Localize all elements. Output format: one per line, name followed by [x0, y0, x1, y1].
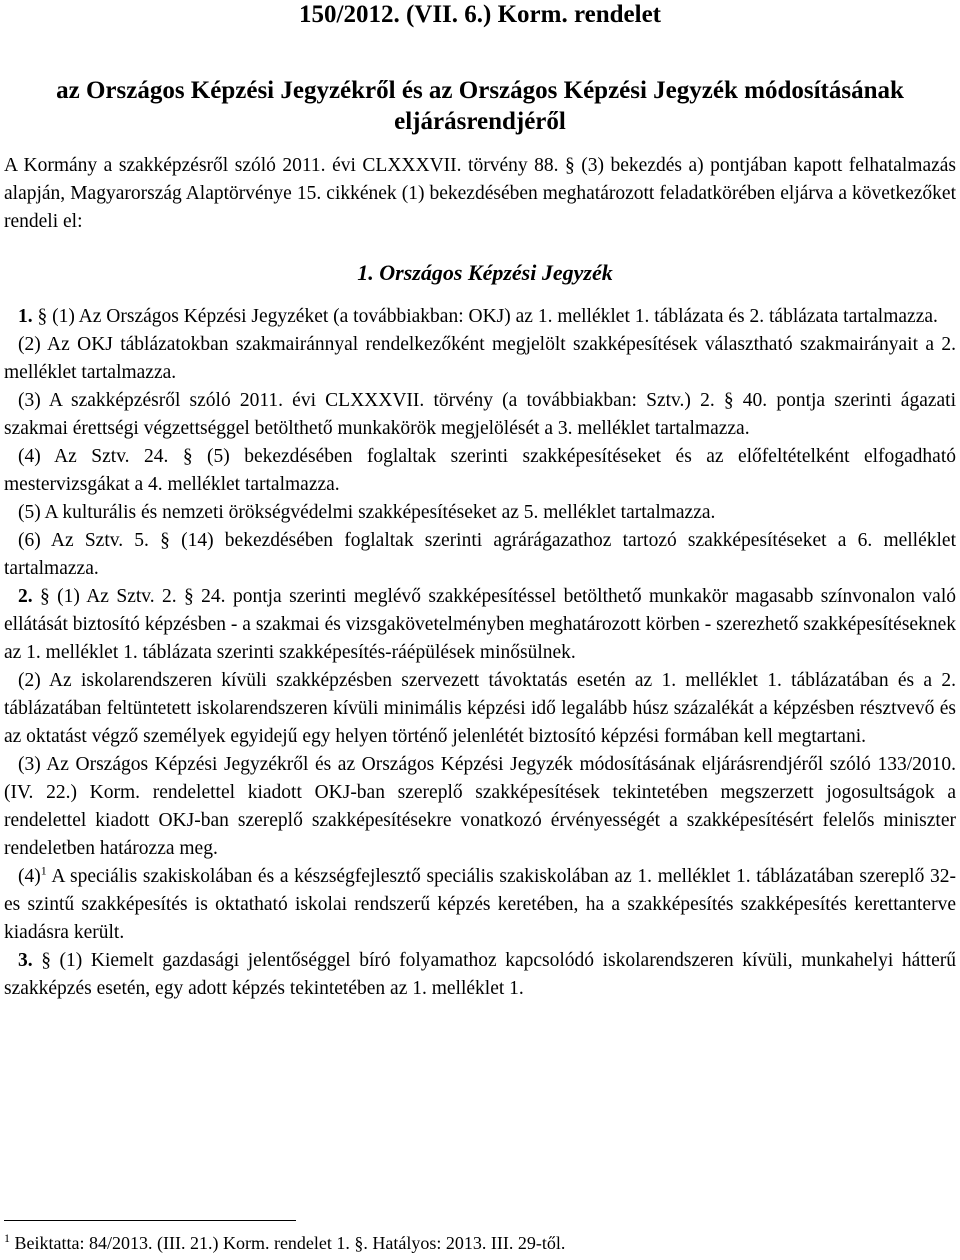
paragraph-text: § (1) Az Országos Képzési Jegyzéket (a továbbiakban: OKJ) az 1. melléklet 1. táblázata és 2. táblázata tartalmazza.	[32, 306, 938, 327]
paragraph-2-2: (2) Az iskolarendszeren kívüli szakképzésben szervezett távoktatás esetén az 1. melléklet 1. táblázatában és a 2. táblázatában feltüntetett iskolarendszeren kívüli minimális képzési idő legalább húsz százalékát a képzésben résztvevő és az oktatást végző személyek egyidejű egy helyen történő jelenlétét biztosító képzési formában kell megtartani.	[4, 670, 956, 747]
paragraph-text: A speciális szakiskolában és a készségfejlesztő speciális szakiskolában az 1. melléklet 1. táblázatában szereplő 32-es szintű szakképesítés is oktatható iskolai rendszerű képzés keretében, ha a szakképesítés szakképesítés kerettanterve kiadásra került.	[4, 866, 956, 943]
paragraph-text: § (1) Kiemelt gazdasági jelentőséggel bíró folyamathoz kapcsolódó iskolarendszeren kívüli, munkahelyi hátterű szakképzés esetén, egy adott képzés tekintetében az 1. melléklet 1.	[4, 950, 956, 999]
paragraph-1-6: (6) Az Sztv. 5. § (14) bekezdésében foglaltak szerinti agrárágazathoz tartozó szakképesítéseket a 6. melléklet tartalmazza.	[4, 530, 956, 579]
footnote-reference[interactable]: 1	[40, 863, 47, 878]
footnote-text: Beiktatta: 84/2013. (III. 21.) Korm. rendelet 1. §. Hatályos: 2013. III. 29-től.	[10, 1233, 566, 1253]
paragraph-2-1	[4, 583, 956, 667]
decree-number: 150/2012. (VII. 6.) Korm. rendelet	[299, 1, 661, 28]
paragraph-3-1	[4, 947, 956, 1003]
preamble: A Kormány a szakképzésről szóló 2011. évi CLXXXVII. törvény 88. § (3) bekezdés a) pontjában kapott felhatalmazás alapján, Magyarország Alaptörvénye 15. cikkének (1) bekezdésében meghatározott feladatkörében eljárva a következőket rendeli el:	[4, 155, 956, 232]
decree-title: az Országos Képzési Jegyzékről és az Országos Képzési Jegyzék módosításának eljárásrendjéről	[56, 77, 904, 135]
paragraph-2-4	[4, 863, 956, 947]
paragraph-1-3: (3) A szakképzésről szóló 2011. évi CLXXXVII. törvény (a továbbiakban: Sztv.) 2. § 40. pontja szerinti ágazati szakmai érettségi végzettséggel betölthető munkakörök megjelölését a 3. melléklet tartalmazza.	[4, 390, 956, 439]
footnote-divider	[4, 1220, 296, 1221]
footnote-marker: 1	[4, 1231, 10, 1245]
paragraph-1-2: (2) Az OKJ táblázatokban szakmairánnyal rendelkezőként megjelölt szakképesítések választható szakmairányait a 2. melléklet tartalmazza.	[4, 334, 956, 383]
section-title: 1. Országos Képzési Jegyzék	[357, 260, 613, 285]
paragraph-1-4: (4) Az Sztv. 24. § (5) bekezdésében foglaltak szerinti szakképesítéseket és az előfeltételként elfogadható mestervizsgákat a 4. melléklet tartalmazza.	[4, 446, 956, 495]
section-number: 1.	[18, 306, 33, 327]
paragraph-1-1	[4, 303, 956, 331]
section-number: 2.	[18, 586, 33, 607]
section-number: 3.	[18, 950, 33, 971]
paragraph-2-3: (3) Az Országos Képzési Jegyzékről és az Országos Képzési Jegyzék módosításának eljárásrendjéről szóló 133/2010. (IV. 22.) Korm. rendelettel kiadott OKJ-ban szereplő szakképesítések tekintetében megszerzett jogosultságok a rendelettel kiadott OKJ-ban szereplő szakképesítésekre vonatkozó érvényességét a szakképesítésért felelős miniszter rendeletben határozza meg.	[4, 754, 956, 859]
paragraph-label: (4)	[18, 866, 41, 887]
paragraph-text: § (1) Az Sztv. 2. § 24. pontja szerinti meglévő szakképesítéssel betölthető munkakör magasabb színvonalon való ellátását biztosító képzésben - a szakmai és vizsgakövetelményben meghatározott körben - szerezhető szakképesítéseknek az 1. melléklet 1. táblázata szerinti szakképesítés-ráépülések minősülnek.	[4, 586, 956, 663]
footnote	[4, 1230, 565, 1256]
paragraph-1-5: (5) A kulturális és nemzeti örökségvédelmi szakképesítéseket az 5. melléklet tartalmazza.	[18, 502, 716, 523]
document-page	[4, 0, 956, 1003]
